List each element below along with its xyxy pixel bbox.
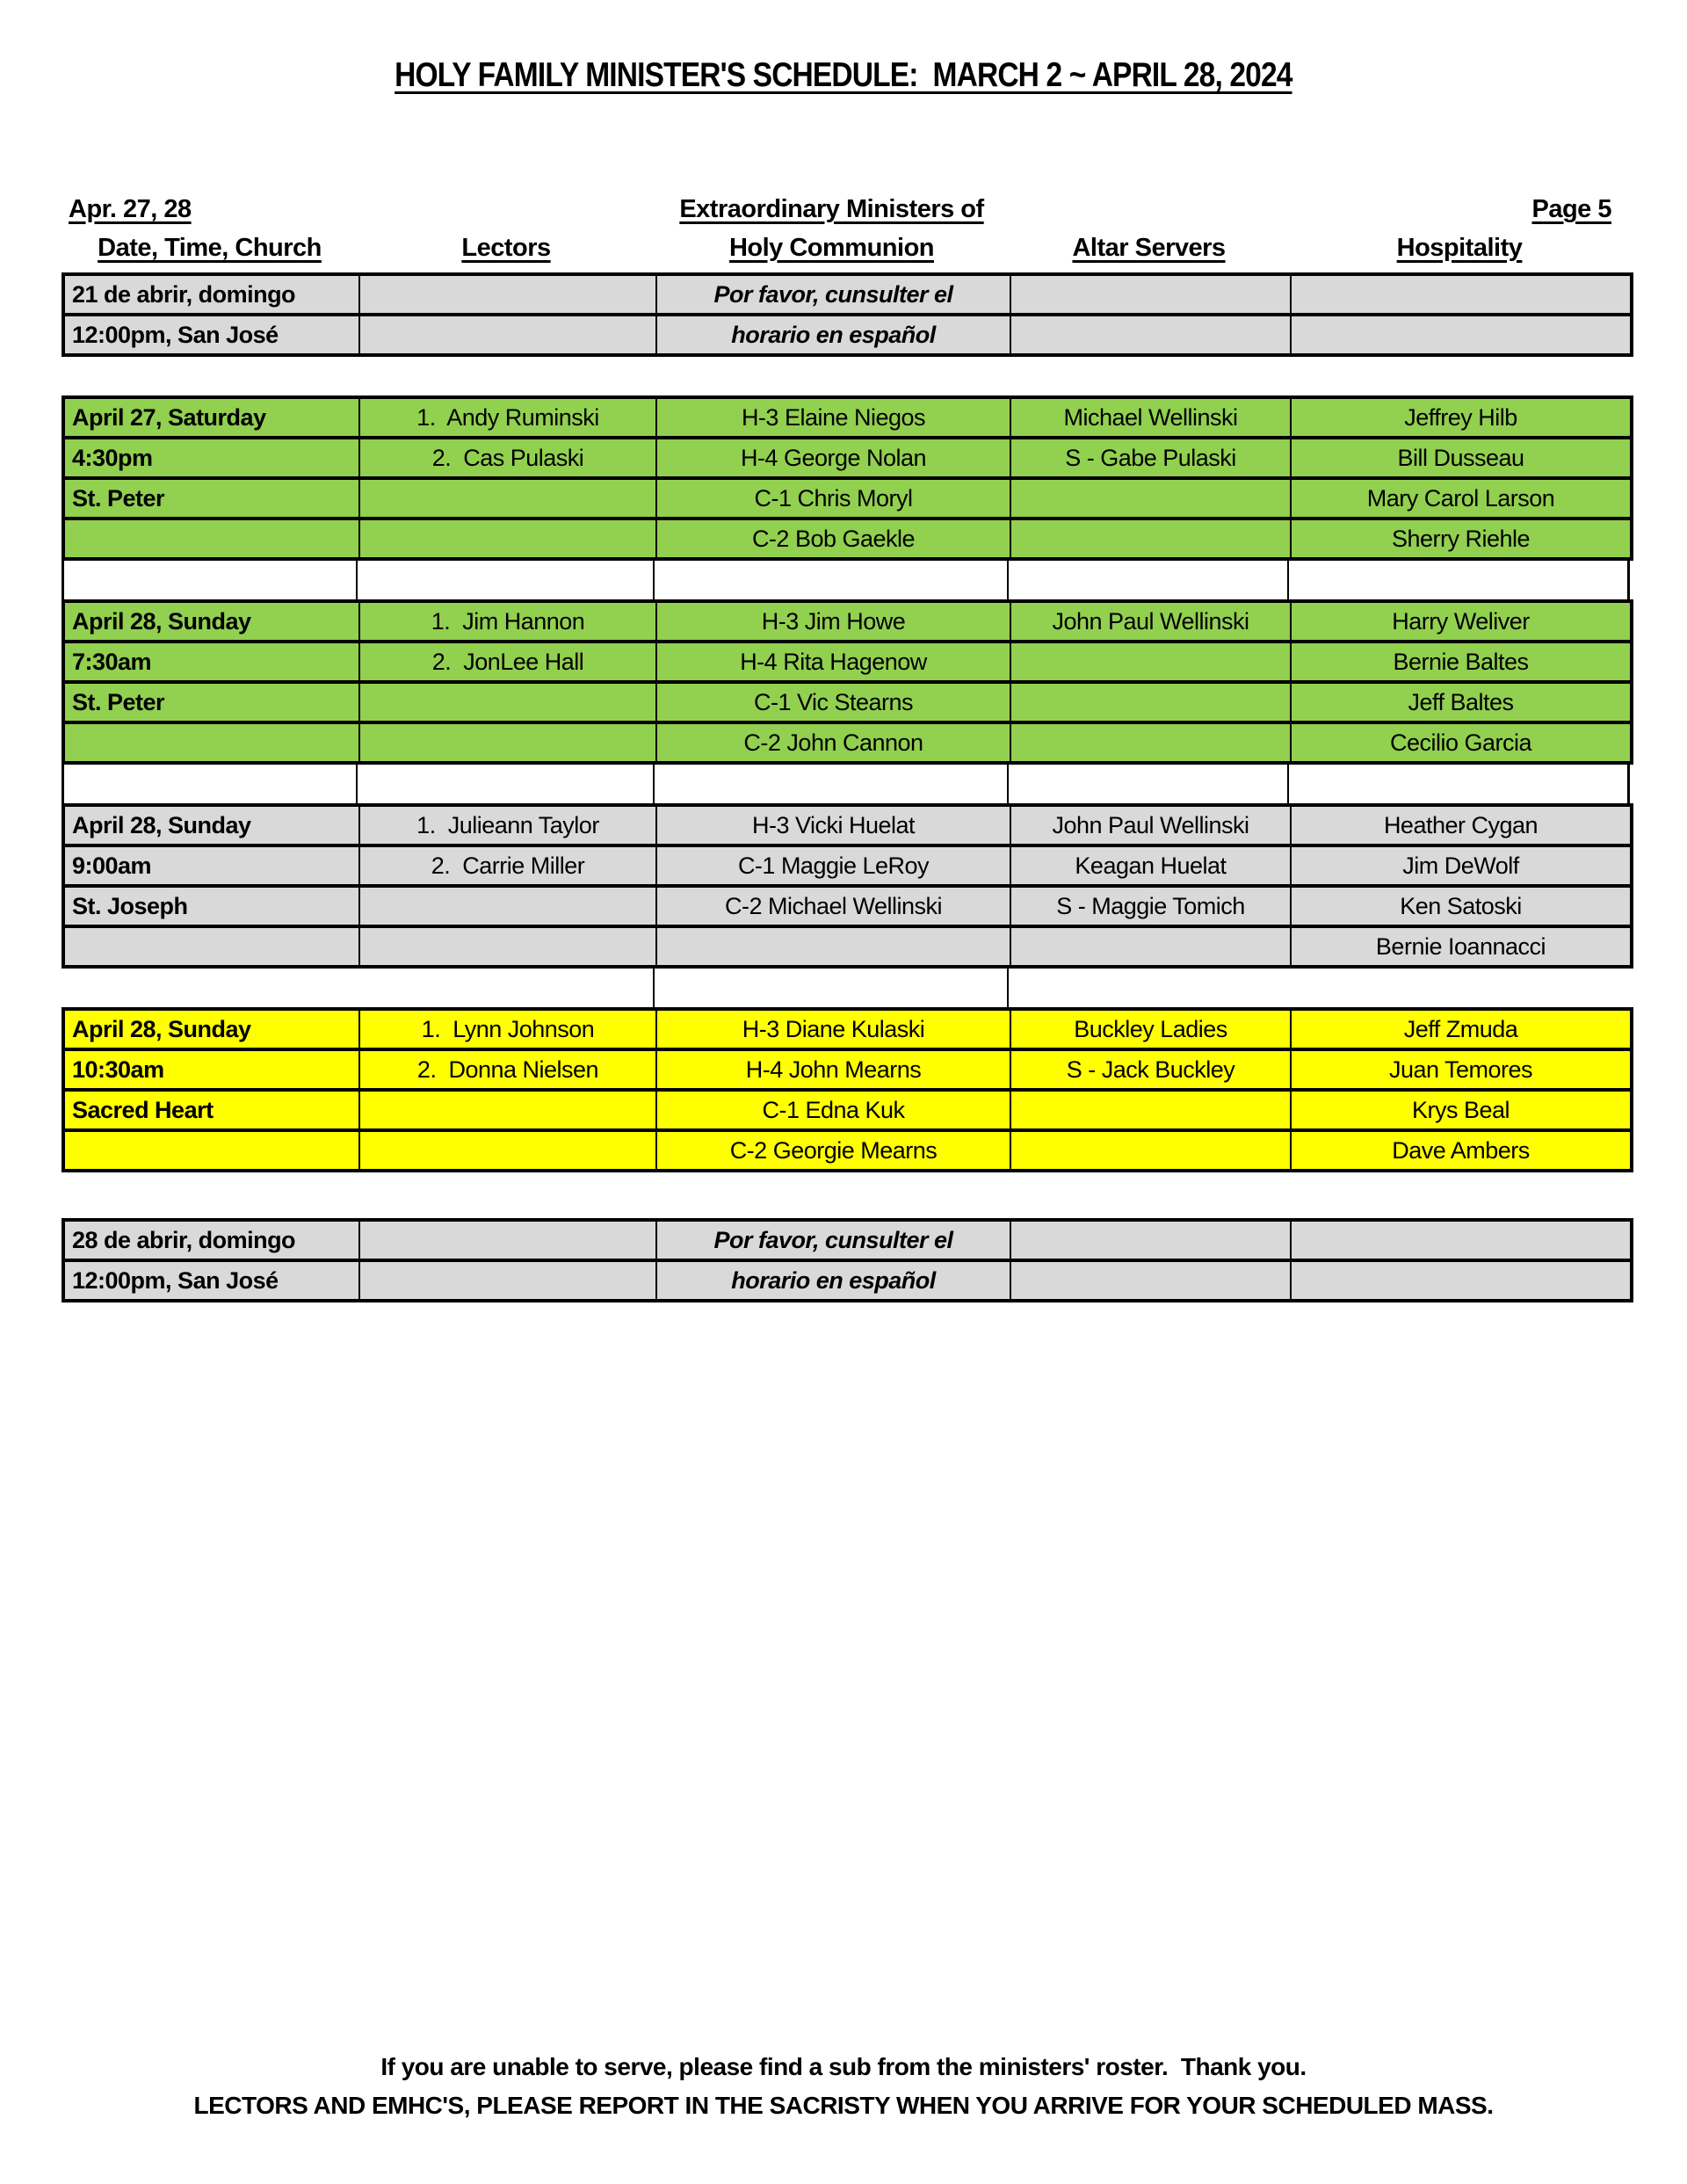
table-row: [63, 642, 1632, 682]
cell-r0-c3: Buckley Ladies: [1010, 1009, 1291, 1049]
cell-r2-c2: C-1 Edna Kuk: [656, 1090, 1010, 1130]
spacer-cell: [655, 765, 1009, 803]
cell-r0-c4: Heather Cygan: [1291, 805, 1632, 845]
cell-r1-c0: 12:00pm, San José: [63, 315, 359, 355]
cell-r0-c2: Por favor, cunsulter el: [656, 274, 1010, 315]
cell-r2-c0: St. Joseph: [63, 886, 359, 926]
cell-r2-c2: C-2 Michael Wellinski: [656, 886, 1010, 926]
table-row: [63, 886, 1632, 926]
table-row: [63, 1049, 1632, 1090]
cell-r3-c4: Bernie Ioannacci: [1291, 926, 1632, 967]
cell-r0-c0: April 28, Sunday: [63, 1009, 359, 1049]
table-row: [63, 1220, 1632, 1260]
cell-r3-c4: Cecilio Garcia: [1291, 722, 1632, 763]
cell-r3-c1: [359, 926, 656, 967]
table-row: [63, 397, 1632, 438]
cell-r0-c2: H-3 Diane Kulaski: [656, 1009, 1010, 1049]
cell-r3-c4: Dave Ambers: [1291, 1130, 1632, 1171]
cell-r2-c4: Jeff Baltes: [1291, 682, 1632, 722]
cell-r1-c3: [1010, 315, 1291, 355]
cell-r1-c3: S - Gabe Pulaski: [1010, 438, 1291, 478]
table-row: [63, 1130, 1632, 1171]
table-row: [63, 722, 1632, 763]
cell-r3-c3: [1010, 926, 1291, 967]
table-row: [63, 478, 1632, 519]
cell-r1-c1: 2. Carrie Miller: [359, 845, 656, 886]
cell-r3-c4: Sherry Riehle: [1291, 519, 1632, 559]
cell-r3-c2: C-2 Bob Gaekle: [656, 519, 1010, 559]
cell-r0-c3: [1010, 1220, 1291, 1260]
cell-r2-c1: [359, 478, 656, 519]
cell-r1-c3: [1010, 642, 1291, 682]
cell-r0-c1: 1. Andy Ruminski: [359, 397, 656, 438]
table-row: [63, 519, 1632, 559]
table-row: [63, 1090, 1632, 1130]
spacer-cell: [655, 561, 1009, 599]
emhc-header-line1: Extraordinary Ministers of: [679, 195, 984, 223]
cell-r1-c1: 2. Cas Pulaski: [359, 438, 656, 478]
date-range-label: Apr. 27, 28: [69, 195, 192, 223]
spacer-cell: [655, 969, 1009, 1007]
cell-r2-c4: Krys Beal: [1291, 1090, 1632, 1130]
cell-r0-c3: Michael Wellinski: [1010, 397, 1291, 438]
cell-r1-c2: C-1 Maggie LeRoy: [656, 845, 1010, 886]
cell-r0-c1: 1. Julieann Taylor: [359, 805, 656, 845]
cell-r2-c1: [359, 682, 656, 722]
cell-r2-c0: St. Peter: [63, 478, 359, 519]
spacer-cell: [358, 969, 655, 1007]
schedule-table-area: [62, 272, 1630, 1302]
block-gap: [62, 1172, 1630, 1218]
cell-r0-c4: Jeff Zmuda: [1291, 1009, 1632, 1049]
cell-r1-c0: 7:30am: [63, 642, 359, 682]
mass-apr28-900am-st-joseph: [62, 803, 1633, 969]
cell-r1-c3: Keagan Huelat: [1010, 845, 1291, 886]
cell-r1-c3: [1010, 1260, 1291, 1301]
column-header-holy-communion: Holy Communion: [728, 234, 935, 262]
cell-r0-c2: H-3 Elaine Niegos: [656, 397, 1010, 438]
cell-r2-c1: [359, 1090, 656, 1130]
cell-r1-c2: H-4 Rita Hagenow: [656, 642, 1010, 682]
cell-r0-c1: 1. Jim Hannon: [359, 601, 656, 642]
cell-r1-c1: 2. Donna Nielsen: [359, 1049, 656, 1090]
cell-r3-c0: [63, 1130, 359, 1171]
cell-r1-c4: Juan Temores: [1291, 1049, 1632, 1090]
cell-r1-c0: 9:00am: [63, 845, 359, 886]
cell-r1-c2: H-4 John Mearns: [656, 1049, 1010, 1090]
cell-r0-c0: April 27, Saturday: [63, 397, 359, 438]
cell-r0-c4: [1291, 274, 1632, 315]
page-title: HOLY FAMILY MINISTER'S SCHEDULE: MARCH 2 ~ APRIL 28, 2024: [395, 56, 1292, 94]
mass-apr21-sanjose-spanish: [62, 272, 1633, 357]
cell-r0-c2: Por favor, cunsulter el: [656, 1220, 1010, 1260]
cell-r2-c0: Sacred Heart: [63, 1090, 359, 1130]
table-row: [63, 805, 1632, 845]
cell-r1-c4: Bill Dusseau: [1291, 438, 1632, 478]
cell-r2-c3: [1010, 1090, 1291, 1130]
cell-r0-c3: John Paul Wellinski: [1010, 805, 1291, 845]
cell-r3-c2: C-2 John Cannon: [656, 722, 1010, 763]
spacer-cell: [62, 969, 358, 1007]
cell-r3-c3: [1010, 722, 1291, 763]
cell-r0-c2: H-3 Jim Howe: [656, 601, 1010, 642]
cell-r3-c0: [63, 722, 359, 763]
cell-r0-c0: 28 de abrir, domingo: [63, 1220, 359, 1260]
cell-r1-c4: [1291, 315, 1632, 355]
cell-r2-c1: [359, 886, 656, 926]
cell-r3-c3: [1010, 1130, 1291, 1171]
cell-r1-c1: 2. JonLee Hall: [359, 642, 656, 682]
mass-apr28-sanjose-spanish: [62, 1218, 1633, 1302]
spacer-cell: [1009, 561, 1289, 599]
cell-r2-c4: Ken Satoski: [1291, 886, 1632, 926]
cell-r1-c2: horario en español: [656, 315, 1010, 355]
table-row: [63, 926, 1632, 967]
page-number: Page 5: [1531, 195, 1611, 223]
spacer-cell: [358, 561, 655, 599]
cell-r0-c1: [359, 1220, 656, 1260]
cell-r2-c2: C-1 Chris Moryl: [656, 478, 1010, 519]
cell-r2-c3: [1010, 682, 1291, 722]
cell-r1-c4: Bernie Baltes: [1291, 642, 1632, 682]
cell-r1-c2: horario en español: [656, 1260, 1010, 1301]
spacer-cell: [1289, 765, 1630, 803]
footer-note-sub: If you are unable to serve, please find a sub from the ministers' roster. Thank you.: [380, 2053, 1307, 2080]
cell-r0-c4: Jeffrey Hilb: [1291, 397, 1632, 438]
table-row: [63, 682, 1632, 722]
table-row: [63, 438, 1632, 478]
cell-r3-c3: [1010, 519, 1291, 559]
page-title-row: [0, 56, 1687, 95]
cell-r3-c1: [359, 722, 656, 763]
cell-r0-c3: [1010, 274, 1291, 315]
cell-r3-c1: [359, 1130, 656, 1171]
cell-r0-c3: John Paul Wellinski: [1010, 601, 1291, 642]
cell-r0-c0: April 28, Sunday: [63, 805, 359, 845]
table-row: [63, 1009, 1632, 1049]
cell-r1-c4: [1291, 1260, 1632, 1301]
column-header-lectors: Lectors: [461, 234, 551, 262]
spacer-cell: [1009, 765, 1289, 803]
spacer-row: [62, 969, 1630, 1007]
cell-r1-c0: 12:00pm, San José: [63, 1260, 359, 1301]
cell-r0-c2: H-3 Vicki Huelat: [656, 805, 1010, 845]
cell-r0-c4: [1291, 1220, 1632, 1260]
cell-r1-c0: 10:30am: [63, 1049, 359, 1090]
cell-r1-c3: S - Jack Buckley: [1010, 1049, 1291, 1090]
footer-note-sacristy: LECTORS AND EMHC'S, PLEASE REPORT IN THE SACRISTY WHEN YOU ARRIVE FOR YOUR SCHEDULED MASS.: [193, 2092, 1494, 2119]
spacer-cell: [62, 561, 358, 599]
mass-apr27-430pm-st-peter: [62, 395, 1633, 561]
table-row: [63, 315, 1632, 355]
cell-r0-c1: 1. Lynn Johnson: [359, 1009, 656, 1049]
table-row: [63, 274, 1632, 315]
cell-r1-c0: 4:30pm: [63, 438, 359, 478]
table-row: [63, 601, 1632, 642]
mass-apr28-1030am-sacred-heart: [62, 1007, 1633, 1172]
column-header-altar-servers: Altar Servers: [1072, 234, 1226, 262]
cell-r1-c1: [359, 315, 656, 355]
spacer-cell: [1289, 561, 1630, 599]
cell-r1-c4: Jim DeWolf: [1291, 845, 1632, 886]
table-row: [63, 1260, 1632, 1301]
cell-r3-c0: [63, 519, 359, 559]
spacer-cell: [358, 765, 655, 803]
spacer-cell: [1009, 969, 1289, 1007]
cell-r2-c2: C-1 Vic Stearns: [656, 682, 1010, 722]
cell-r0-c4: Harry Weliver: [1291, 601, 1632, 642]
cell-r3-c1: [359, 519, 656, 559]
cell-r3-c2: C-2 Georgie Mearns: [656, 1130, 1010, 1171]
cell-r2-c3: S - Maggie Tomich: [1010, 886, 1291, 926]
cell-r2-c4: Mary Carol Larson: [1291, 478, 1632, 519]
column-header-hospitality: Hospitality: [1396, 234, 1523, 262]
cell-r2-c0: St. Peter: [63, 682, 359, 722]
cell-r1-c2: H-4 George Nolan: [656, 438, 1010, 478]
mass-apr28-730am-st-peter: [62, 599, 1633, 765]
cell-r2-c3: [1010, 478, 1291, 519]
cell-r1-c1: [359, 1260, 656, 1301]
block-gap: [62, 357, 1630, 395]
table-row: [63, 845, 1632, 886]
spacer-cell: [1289, 969, 1630, 1007]
cell-r0-c1: [359, 274, 656, 315]
cell-r0-c0: 21 de abrir, domingo: [63, 274, 359, 315]
spacer-cell: [62, 765, 358, 803]
column-header-date-time-church: Date, Time, Church: [98, 234, 322, 262]
spacer-row: [62, 561, 1630, 599]
cell-r3-c2: [656, 926, 1010, 967]
cell-r0-c0: April 28, Sunday: [63, 601, 359, 642]
spacer-row: [62, 765, 1630, 803]
cell-r3-c0: [63, 926, 359, 967]
